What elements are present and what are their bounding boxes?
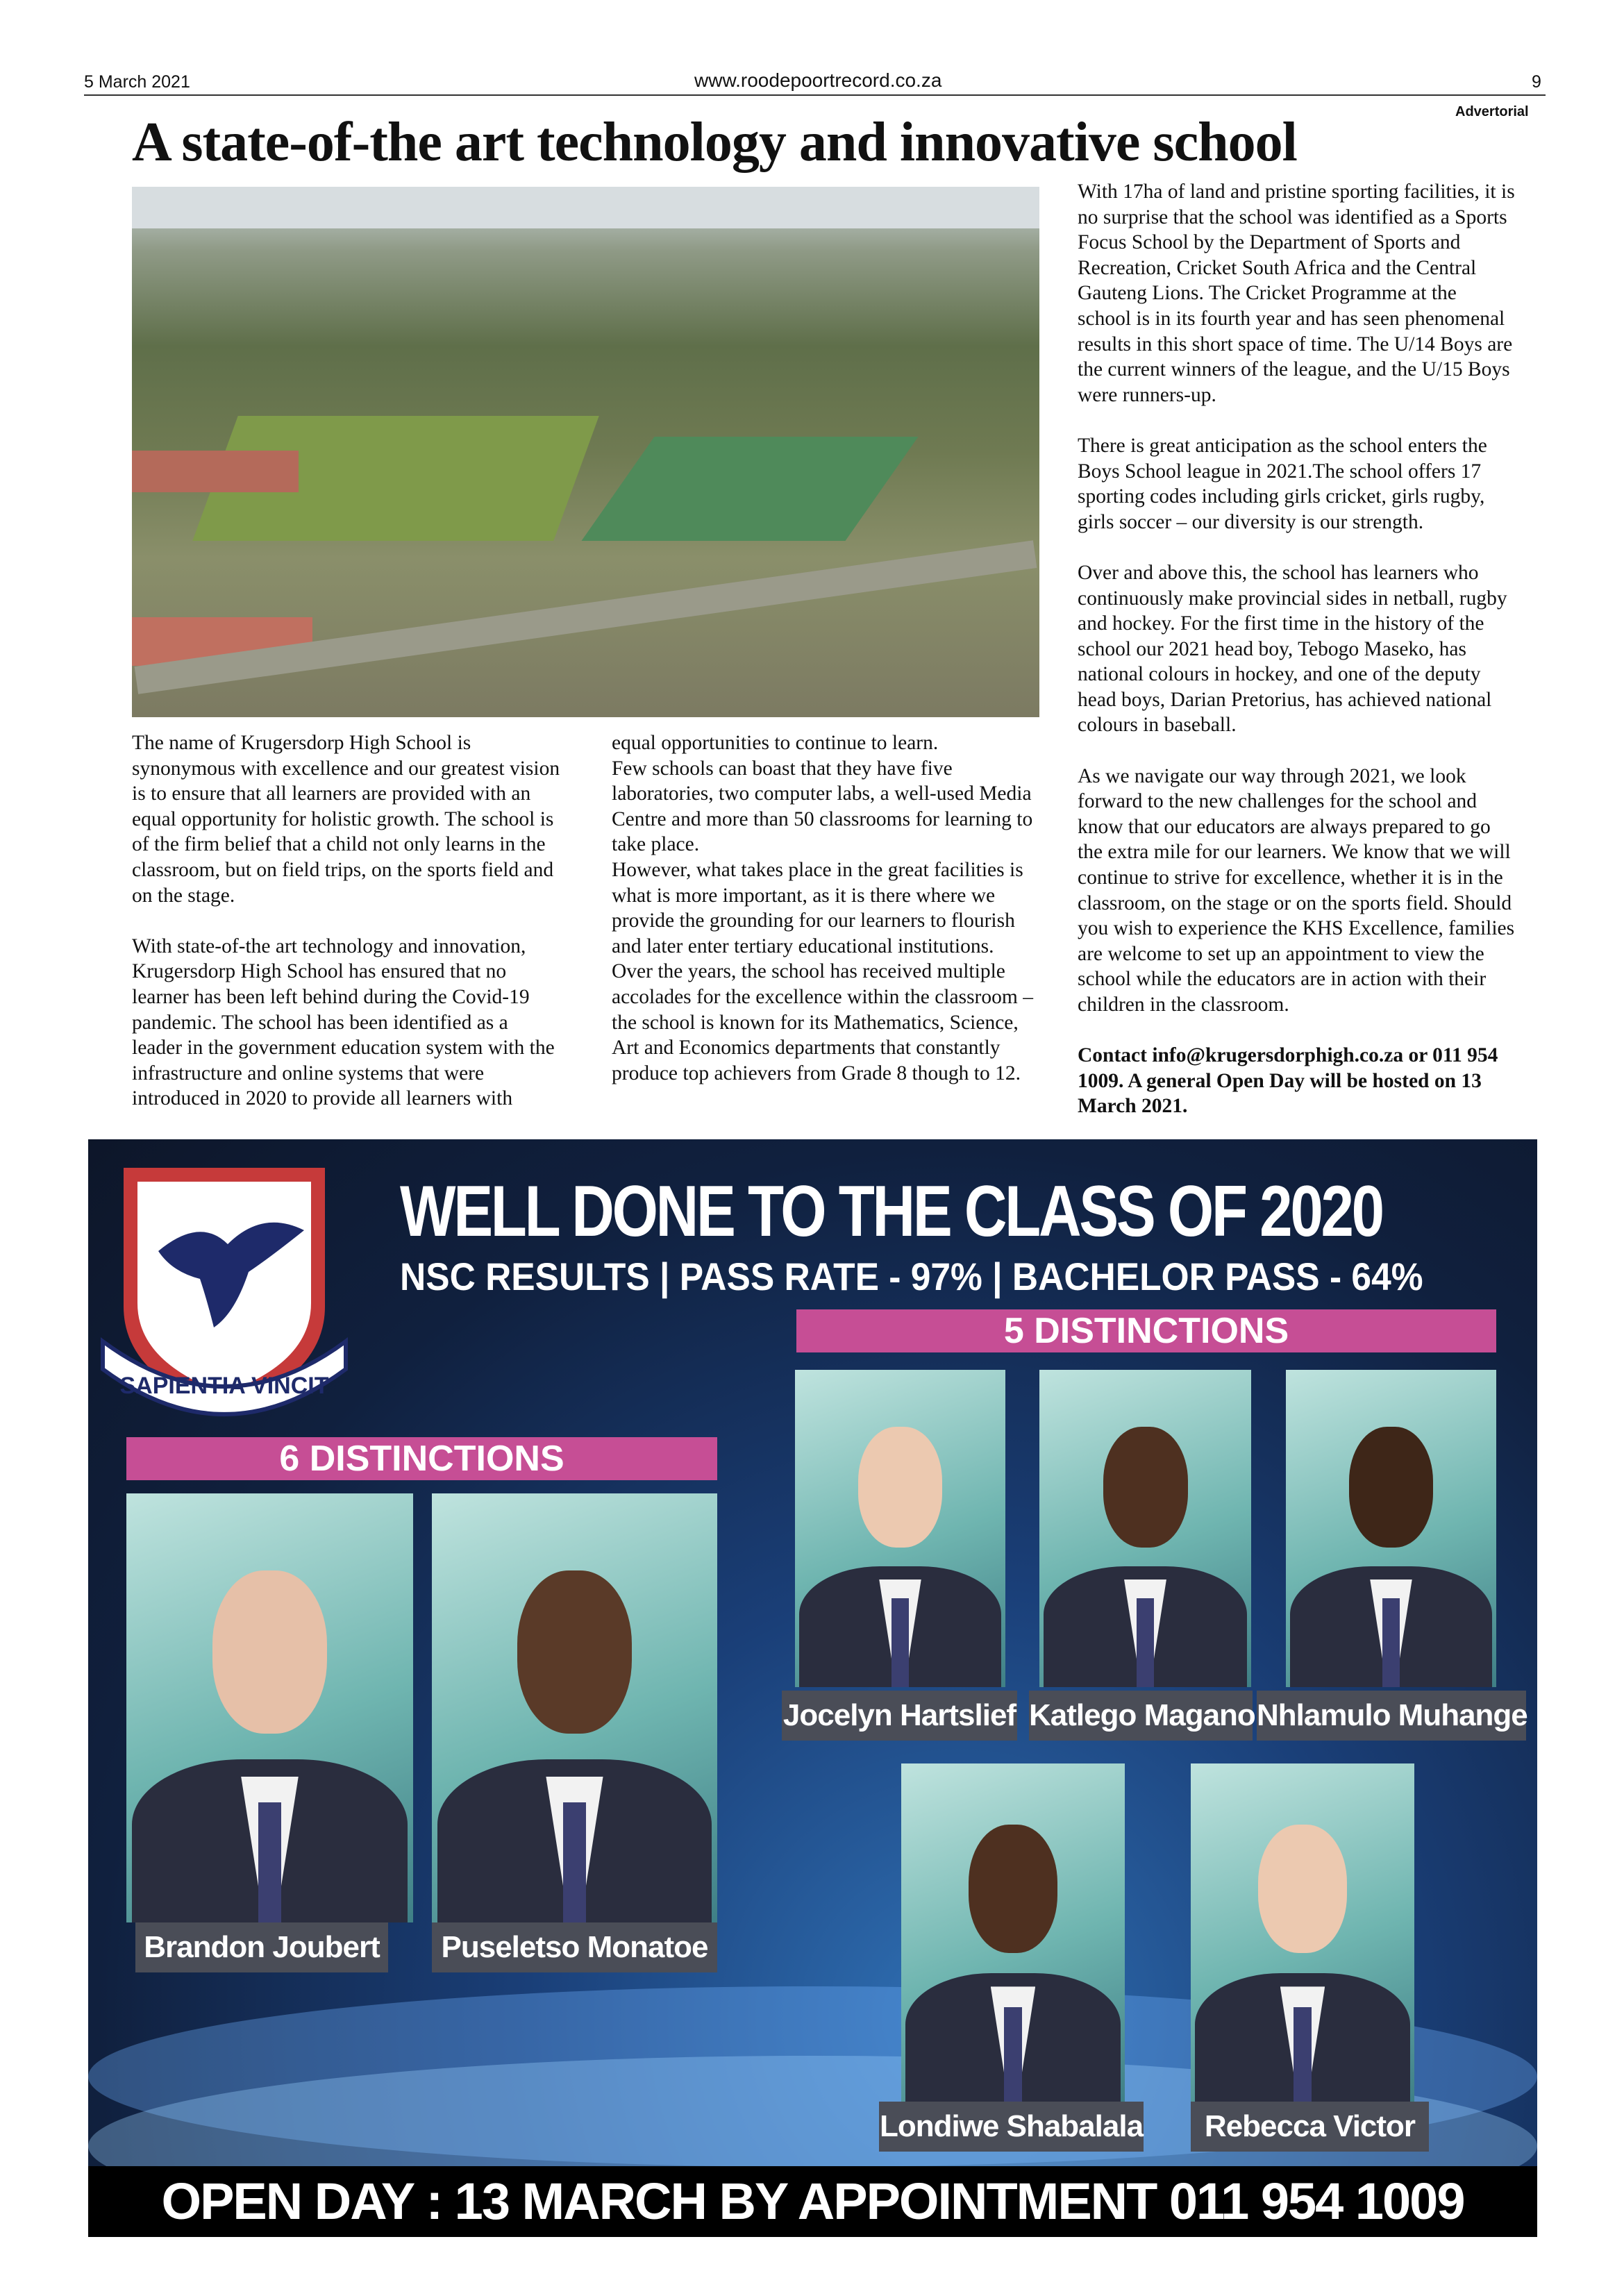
student-name: Brandon Joubert [135,1922,388,1972]
student-photo [901,1763,1125,2102]
student-name: Nhlamulo Muhange [1257,1691,1526,1741]
article-column-1 [132,730,562,1112]
class-of-2020-ad [88,1139,1537,2237]
six-distinctions-banner: 6 DISTINCTIONS [126,1437,717,1480]
article-column-2 [612,730,1037,1086]
student-name: Londiwe Shabalala [879,2102,1144,2152]
paragraph: Over and above this, the school has learners who continuously make provincial sides in netball, rugby and hockey. For the first time in the history of the school our 2021 head boy, Tebogo Maseko, has national colours in hockey, and one of the deputy head boys, Darian Pretorius, has achieved national colours in baseball. [1078,561,1507,737]
page-number: 9 [1532,72,1541,92]
student-name: Puseletso Monatoe [432,1922,717,1972]
student-photo [126,1493,413,1922]
contact-info: Contact info@krugersdorphigh.co.za or 011 954 1009. A general Open Day will be hosted on 13 March 2021. [1078,1044,1498,1118]
five-distinctions-banner: 5 DISTINCTIONS [796,1309,1496,1352]
student-photo [1191,1763,1414,2102]
advertorial-label: Advertorial [1455,104,1529,119]
ad-headline: WELL DONE TO THE CLASS OF 2020 [400,1171,1382,1252]
header-rule [84,94,1546,96]
student-photo [795,1370,1005,1687]
aerial-school-photo [132,187,1039,717]
student-photo [1039,1370,1251,1687]
student-photo [432,1493,717,1922]
article-column-3 [1078,179,1515,1119]
paragraph: Few schools can boast that they have five laboratories, two computer labs, a well-used Media Centre and more than 50 classrooms for learning to take place. [612,757,1033,856]
issue-date: 5 March 2021 [84,72,190,92]
article-title: A state-of-the art technology and innovative school [132,112,1297,173]
student-name: Rebecca Victor [1191,2102,1429,2152]
student-name: Jocelyn Hartslief [782,1691,1017,1741]
paragraph: Over the years, the school has received multiple accolades for the excellence within the classroom – the school is known for its Mathematics, Science, Art and Economics departments that constantly produce top achievers from Grade 8 though to 12. [612,960,1033,1084]
paragraph: The name of Krugersdorp High School is synonymous with excellence and our greatest vision is to ensure that all learners are provided with an equal opportunity for holistic growth. The school is of the firm belief that a child not only learns in the classroom, but on field trips, on the sports field and on the stage. [132,732,560,907]
svg-text:SAPIENTIA VINCIT: SAPIENTIA VINCIT [119,1373,329,1399]
ad-results-line: NSC RESULTS | PASS RATE - 97% | BACHELOR PASS - 64% [400,1255,1423,1298]
paragraph: With 17ha of land and pristine sporting facilities, it is no surprise that the school was identified as a Sports Focus School by the Department of Sports and Recreation, Cricket South Africa and the Central Gauteng Lions. The Cricket Programme at the school is in its fourth year and has seen phenomenal results in this short space of time. The U/14 Boys are the current winners of the league, and the U/15 Boys were runners-up. [1078,181,1515,406]
student-name: Katlego Magano [1029,1691,1253,1741]
paragraph: equal opportunities to continue to learn. [612,732,939,754]
paragraph: As we navigate our way through 2021, we look forward to the new challenges for the school and know that our educators are always prepared to go the extra mile for our learners. We know that we will continue to strive for excellence, whether it is in the classroom, on the stage or on the sports field. Should you wish to experience the KHS Excellence, families are welcome to set up an appointment to view the school while the educators are in action with their children in the classroom. [1078,764,1515,1016]
open-day-bar: OPEN DAY : 13 MARCH BY APPOINTMENT 011 954 1009 [88,2166,1537,2237]
paragraph: There is great anticipation as the school enters the Boys School league in 2021.The school offers 17 sporting codes including girls cricket, girls rugby, girls soccer – our diversity is our strength. [1078,434,1487,533]
paragraph: With state-of-the art technology and innovation, Krugersdorp High School has ensured that no learner has been left behind during the Covid-19 pandemic. The school has been identified as a leader in the government education system with the infrastructure and online systems that were introduced in 2020 to provide all learners with [132,935,555,1110]
student-photo [1286,1370,1496,1687]
website[interactable]: www.roodepoortrecord.co.za [694,69,942,91]
paragraph: However, what takes place in the great facilities is what is more important, as it is there where we provide the grounding for our learners to flourish and later enter tertiary educational institutions. [612,858,1023,957]
school-crest-logo [96,1154,353,1425]
